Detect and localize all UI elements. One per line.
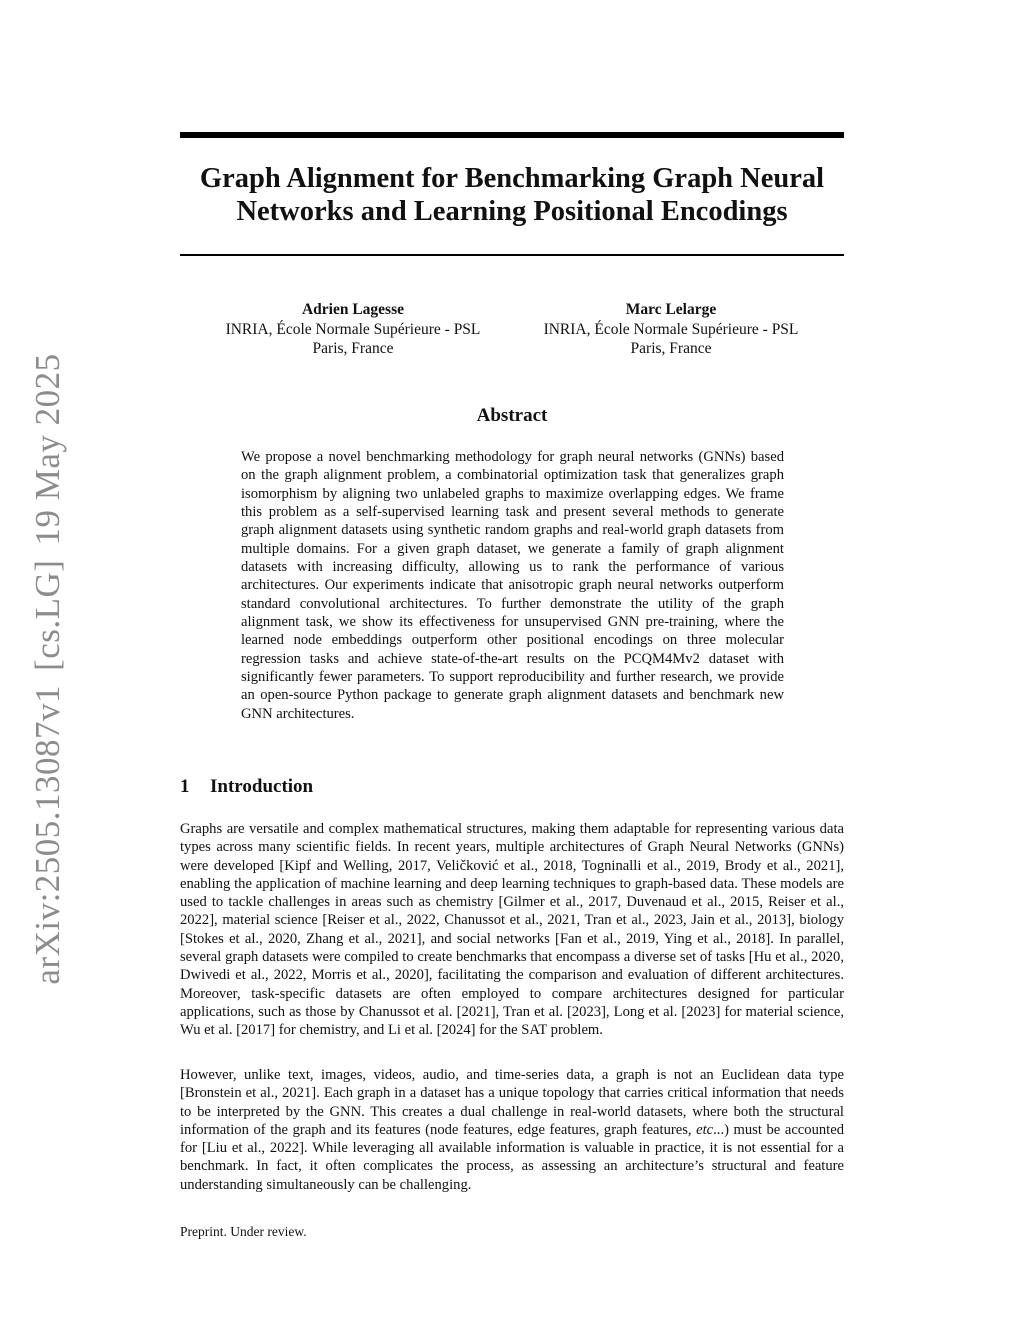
paragraph-text: However, unlike text, images, videos, audio, and time-series data, a graph is not an Euclidean data type [Bronstein et al., 2021]. Each graph in a dataset has a unique topology that carries critical information that needs to be interpreted by the GNN. This creates a dual challenge in real-world datasets, where both the structural information of the graph and its features (node features, edge features, graph features, xyxy=(180,1067,844,1138)
arxiv-date: 19 May 2025 xyxy=(28,353,67,546)
abstract-text: We propose a novel benchmarking methodology for graph neural networks (GNNs) based on the graph alignment problem, a combinatorial optimization task that generalizes graph isomorphism by aligning two unlabeled graphs to maximize overlapping edges. We frame this problem as a self-supervised learning task and present several methods to generate graph alignment datasets using synthetic random graphs and real-world graph datasets from multiple domains. For a given graph dataset, we generate a family of graph alignment datasets with increasing difficulty, allowing us to rank the performance of various architectures. Our experiments indicate that anisotropic graph neural networks outperform standard convolutional architectures. To further demonstrate the utility of the graph alignment task, we show its effectiveness for unsupervised GNN pre-training, where the learned node embeddings outperform other positional encodings on three molecular regression tasks and achieve state-of-the-art results on the PCQM4Mv2 dataset with significantly fewer parameters. To support reproducibility and further research, we provide an open-source Python package to generate graph alignment datasets and benchmark new GNN architectures. xyxy=(241,449,784,722)
author-block-2 xyxy=(501,300,841,359)
paragraph-emphasis: etc xyxy=(696,1121,714,1138)
section-title: Introduction xyxy=(210,776,314,797)
arxiv-category: [cs.LG] xyxy=(28,559,67,671)
author-location: Paris, France xyxy=(312,340,394,357)
intro-paragraph-1: Graphs are versatile and complex mathematical structures, making them adaptable for representing various data types across many scientific fields. In recent years, multiple architectures of Graph Neural Networks (GNNs) were developed [Kipf and Welling, 2017, Veličković et al., 2018, Togninalli et al., 2019, Brody et al., 2021], enabling the application of machine learning and deep learning techniques to graph-based data. These models are used to tackle challenges in areas such as chemistry [Gilmer et al., 2017, Duvenaud et al., 2015, Reiser et al., 2022], material science [Reiser et al., 2022, Chanussot et al., 2021, Tran et al., 2023, Jain et al., 2013], biology [Stokes et al., 2020, Zhang et al., 2021], and social networks [Fan et al., 2019, Ying et al., 2018]. In parallel, several graph datasets were compiled to create benchmarks that encompass a diverse set of tasks [Hu et al., 2020, Dwivedi et al., 2022, Morris et al., 2020], facilitating the comparison and evaluation of different architectures. Moreover, task-specific datasets are often employed to compare architectures designed for particular applications, such as those by Chanussot et al. [2021], Tran et al. [2023], Long et al. [2023] for material science, Wu et al. [2017] for chemistry, and Li et al. [2024] for the SAT problem. xyxy=(180,821,844,1039)
arxiv-id: arXiv:2505.13087v1 xyxy=(28,684,67,985)
title-bottom-rule xyxy=(180,254,844,256)
author-name: Marc Lelarge xyxy=(625,301,717,318)
intro-paragraph-2 xyxy=(180,1066,844,1194)
title-top-rule xyxy=(180,132,844,138)
section-heading-introduction xyxy=(180,776,313,798)
section-number: 1 xyxy=(180,776,190,797)
author-location: Paris, France xyxy=(630,340,712,357)
abstract-heading: Abstract xyxy=(476,405,548,426)
author-affiliation: INRIA, École Normale Supérieure - PSL xyxy=(543,320,799,338)
footer-note: Preprint. Under review. xyxy=(180,1224,307,1239)
author-name: Adrien Lagesse xyxy=(301,301,405,318)
arxiv-stamp xyxy=(28,339,68,984)
paper-title xyxy=(180,162,844,228)
author-affiliation: INRIA, École Normale Supérieure - PSL xyxy=(225,320,481,338)
title-line-1: Graph Alignment for Benchmarking Graph Neural xyxy=(199,163,825,194)
paragraph-text: ...) must be accounted for [Liu et al., 2022]. While leveraging all available information is valuable in practice, it is not essential for a benchmark. In fact, it often complicates the process, as assessing an architecture’s structural and feature understanding simultaneously can be challenging. xyxy=(180,1121,844,1193)
title-line-2: Networks and Learning Positional Encodings xyxy=(236,196,788,227)
author-block-1 xyxy=(183,300,523,359)
